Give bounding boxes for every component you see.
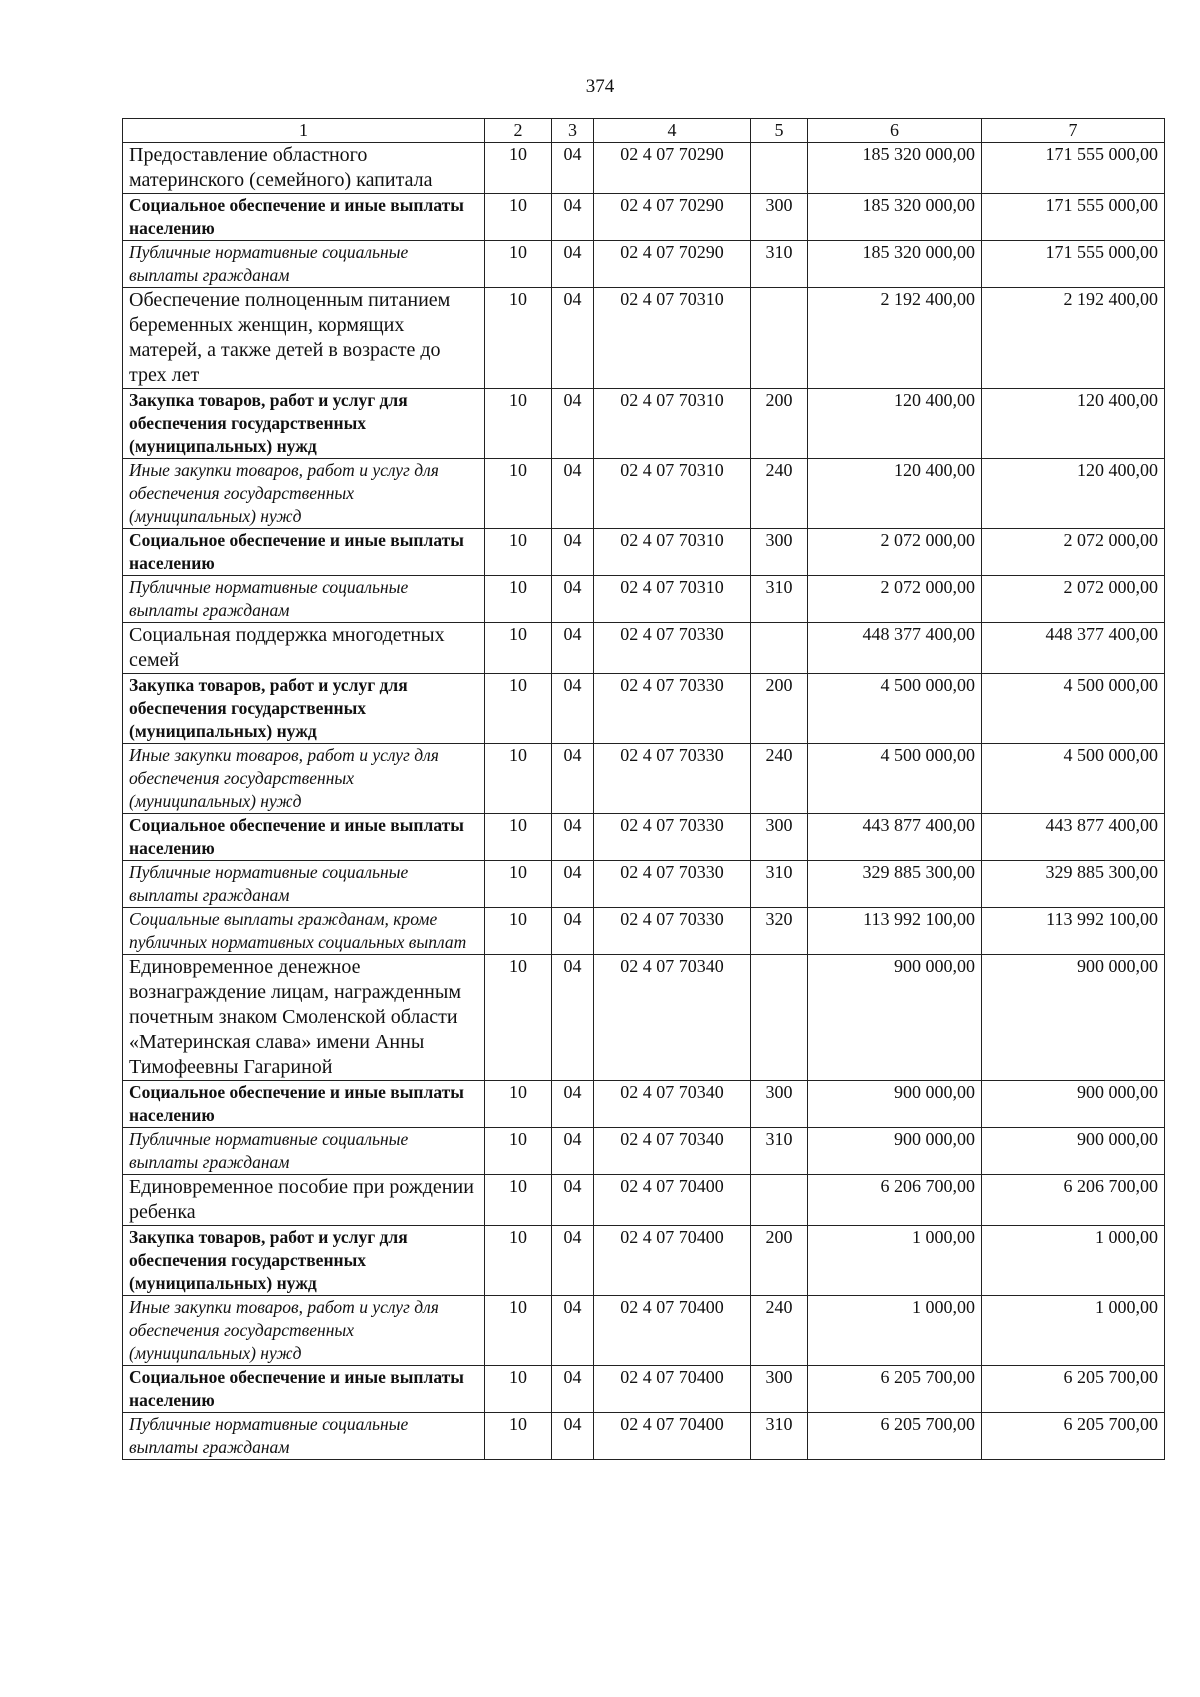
table-row [123,1081,1165,1128]
target-article-cell: 02 4 07 70400 [594,1226,751,1296]
row-name-cell: Социальное обеспечение и иные выплаты населению [123,194,485,241]
expense-type-cell: 240 [751,744,808,814]
section-code-cell: 10 [485,1296,552,1366]
amount-year2-cell: 1 000,00 [982,1296,1165,1366]
amount-year1-cell: 2 072 000,00 [808,576,982,623]
section-code-cell: 10 [485,241,552,288]
target-article-cell: 02 4 07 70330 [594,908,751,955]
table-row [123,814,1165,861]
section-code-cell: 10 [485,1366,552,1413]
table-row [123,744,1165,814]
amount-year1-cell: 185 320 000,00 [808,143,982,194]
row-name-cell: Иные закупки товаров, работ и услуг для обеспечения государственных (муниципальных) нужд [123,459,485,529]
row-name-cell: Социальное обеспечение и иные выплаты населению [123,529,485,576]
row-name-cell: Социальное обеспечение и иные выплаты населению [123,814,485,861]
table-row [123,194,1165,241]
section-code-cell: 10 [485,1081,552,1128]
target-article-cell: 02 4 07 70330 [594,744,751,814]
table-row [123,241,1165,288]
expense-type-cell: 200 [751,389,808,459]
row-name-cell: Социальная поддержка многодетных семей [123,623,485,674]
target-article-cell: 02 4 07 70310 [594,459,751,529]
expense-type-cell [751,1175,808,1226]
row-name-cell: Публичные нормативные социальные выплаты гражданам [123,241,485,288]
section-code-cell: 10 [485,1128,552,1175]
expense-type-cell [751,288,808,389]
amount-year1-cell: 120 400,00 [808,389,982,459]
section-code-cell: 10 [485,1175,552,1226]
row-name-cell: Обеспечение полноценным питанием беременных женщин, кормящих матерей, а также детей в возрасте до трех лет [123,288,485,389]
amount-year1-cell: 6 206 700,00 [808,1175,982,1226]
amount-year2-cell: 4 500 000,00 [982,744,1165,814]
section-code-cell: 10 [485,459,552,529]
amount-year2-cell: 2 192 400,00 [982,288,1165,389]
target-article-cell: 02 4 07 70330 [594,814,751,861]
subsection-code-cell: 04 [552,241,594,288]
column-header: 1 [123,119,485,143]
target-article-cell: 02 4 07 70310 [594,529,751,576]
subsection-code-cell: 04 [552,459,594,529]
table-row [123,1175,1165,1226]
table-row [123,1366,1165,1413]
budget-table [122,118,1165,1460]
expense-type-cell [751,623,808,674]
expense-type-cell [751,955,808,1081]
row-name-cell: Публичные нормативные социальные выплаты гражданам [123,576,485,623]
amount-year2-cell: 171 555 000,00 [982,194,1165,241]
column-header: 7 [982,119,1165,143]
amount-year2-cell: 120 400,00 [982,389,1165,459]
expense-type-cell: 320 [751,908,808,955]
subsection-code-cell: 04 [552,814,594,861]
subsection-code-cell: 04 [552,143,594,194]
amount-year1-cell: 4 500 000,00 [808,744,982,814]
amount-year2-cell: 2 072 000,00 [982,576,1165,623]
expense-type-cell: 310 [751,576,808,623]
section-code-cell: 10 [485,194,552,241]
expense-type-cell: 200 [751,1226,808,1296]
table-row [123,288,1165,389]
subsection-code-cell: 04 [552,1366,594,1413]
amount-year2-cell: 2 072 000,00 [982,529,1165,576]
amount-year1-cell: 2 072 000,00 [808,529,982,576]
section-code-cell: 10 [485,576,552,623]
row-name-cell: Публичные нормативные социальные выплаты гражданам [123,861,485,908]
table-row [123,908,1165,955]
column-header: 2 [485,119,552,143]
expense-type-cell: 300 [751,194,808,241]
amount-year1-cell: 900 000,00 [808,1128,982,1175]
row-name-cell: Социальное обеспечение и иные выплаты населению [123,1366,485,1413]
amount-year2-cell: 171 555 000,00 [982,241,1165,288]
expense-type-cell: 310 [751,1413,808,1460]
target-article-cell: 02 4 07 70290 [594,194,751,241]
section-code-cell: 10 [485,861,552,908]
row-name-cell: Публичные нормативные социальные выплаты гражданам [123,1128,485,1175]
subsection-code-cell: 04 [552,1081,594,1128]
subsection-code-cell: 04 [552,1175,594,1226]
subsection-code-cell: 04 [552,529,594,576]
subsection-code-cell: 04 [552,908,594,955]
section-code-cell: 10 [485,1413,552,1460]
table-row [123,861,1165,908]
amount-year2-cell: 6 205 700,00 [982,1413,1165,1460]
amount-year1-cell: 443 877 400,00 [808,814,982,861]
section-code-cell: 10 [485,908,552,955]
amount-year1-cell: 6 205 700,00 [808,1413,982,1460]
target-article-cell: 02 4 07 70340 [594,1081,751,1128]
target-article-cell: 02 4 07 70330 [594,674,751,744]
table-body [123,143,1165,1460]
table-row [123,459,1165,529]
amount-year1-cell: 120 400,00 [808,459,982,529]
subsection-code-cell: 04 [552,576,594,623]
target-article-cell: 02 4 07 70400 [594,1366,751,1413]
table-row [123,1128,1165,1175]
expense-type-cell: 300 [751,814,808,861]
amount-year1-cell: 6 205 700,00 [808,1366,982,1413]
table-row [123,1296,1165,1366]
amount-year2-cell: 6 205 700,00 [982,1366,1165,1413]
amount-year1-cell: 4 500 000,00 [808,674,982,744]
column-header: 3 [552,119,594,143]
expense-type-cell: 240 [751,459,808,529]
table-row [123,529,1165,576]
expense-type-cell: 240 [751,1296,808,1366]
subsection-code-cell: 04 [552,674,594,744]
subsection-code-cell: 04 [552,1226,594,1296]
target-article-cell: 02 4 07 70340 [594,1128,751,1175]
row-name-cell: Иные закупки товаров, работ и услуг для обеспечения государственных (муниципальных) нужд [123,744,485,814]
section-code-cell: 10 [485,955,552,1081]
table-row [123,576,1165,623]
expense-type-cell [751,143,808,194]
expense-type-cell: 310 [751,241,808,288]
row-name-cell: Иные закупки товаров, работ и услуг для обеспечения государственных (муниципальных) нужд [123,1296,485,1366]
amount-year1-cell: 900 000,00 [808,955,982,1081]
amount-year2-cell: 900 000,00 [982,1128,1165,1175]
row-name-cell: Единовременное денежное вознаграждение лицам, награжденным почетным знаком Смоленской области «Материнская слава» имени Анны Тимофеевны Гагариной [123,955,485,1081]
amount-year1-cell: 900 000,00 [808,1081,982,1128]
amount-year2-cell: 329 885 300,00 [982,861,1165,908]
amount-year2-cell: 4 500 000,00 [982,674,1165,744]
expense-type-cell: 310 [751,1128,808,1175]
target-article-cell: 02 4 07 70400 [594,1296,751,1366]
column-header: 6 [808,119,982,143]
target-article-cell: 02 4 07 70400 [594,1413,751,1460]
amount-year2-cell: 6 206 700,00 [982,1175,1165,1226]
target-article-cell: 02 4 07 70290 [594,241,751,288]
expense-type-cell: 310 [751,861,808,908]
section-code-cell: 10 [485,288,552,389]
table-row [123,674,1165,744]
table-row [123,955,1165,1081]
row-name-cell: Социальные выплаты гражданам, кроме публичных нормативных социальных выплат [123,908,485,955]
amount-year2-cell: 900 000,00 [982,1081,1165,1128]
amount-year1-cell: 329 885 300,00 [808,861,982,908]
expense-type-cell: 300 [751,529,808,576]
row-name-cell: Закупка товаров, работ и услуг для обеспечения государственных (муниципальных) нужд [123,674,485,744]
table-row [123,623,1165,674]
target-article-cell: 02 4 07 70310 [594,389,751,459]
subsection-code-cell: 04 [552,955,594,1081]
row-name-cell: Единовременное пособие при рождении ребенка [123,1175,485,1226]
target-article-cell: 02 4 07 70310 [594,288,751,389]
subsection-code-cell: 04 [552,744,594,814]
section-code-cell: 10 [485,143,552,194]
table-row [123,1226,1165,1296]
subsection-code-cell: 04 [552,1296,594,1366]
column-header: 4 [594,119,751,143]
subsection-code-cell: 04 [552,194,594,241]
amount-year2-cell: 448 377 400,00 [982,623,1165,674]
target-article-cell: 02 4 07 70310 [594,576,751,623]
subsection-code-cell: 04 [552,1413,594,1460]
section-code-cell: 10 [485,674,552,744]
amount-year2-cell: 900 000,00 [982,955,1165,1081]
expense-type-cell: 300 [751,1081,808,1128]
header-row [123,119,1165,143]
row-name-cell: Закупка товаров, работ и услуг для обеспечения государственных (муниципальных) нужд [123,389,485,459]
amount-year1-cell: 185 320 000,00 [808,241,982,288]
amount-year1-cell: 113 992 100,00 [808,908,982,955]
amount-year1-cell: 185 320 000,00 [808,194,982,241]
target-article-cell: 02 4 07 70330 [594,861,751,908]
subsection-code-cell: 04 [552,861,594,908]
table-row [123,143,1165,194]
amount-year1-cell: 448 377 400,00 [808,623,982,674]
target-article-cell: 02 4 07 70290 [594,143,751,194]
amount-year2-cell: 113 992 100,00 [982,908,1165,955]
amount-year1-cell: 2 192 400,00 [808,288,982,389]
section-code-cell: 10 [485,814,552,861]
amount-year1-cell: 1 000,00 [808,1296,982,1366]
table-row [123,389,1165,459]
subsection-code-cell: 04 [552,1128,594,1175]
row-name-cell: Предоставление областного материнского (семейного) капитала [123,143,485,194]
page-number: 374 [585,76,615,97]
amount-year1-cell: 1 000,00 [808,1226,982,1296]
subsection-code-cell: 04 [552,389,594,459]
target-article-cell: 02 4 07 70400 [594,1175,751,1226]
amount-year2-cell: 171 555 000,00 [982,143,1165,194]
section-code-cell: 10 [485,744,552,814]
amount-year2-cell: 443 877 400,00 [982,814,1165,861]
row-name-cell: Закупка товаров, работ и услуг для обеспечения государственных (муниципальных) нужд [123,1226,485,1296]
section-code-cell: 10 [485,623,552,674]
row-name-cell: Публичные нормативные социальные выплаты гражданам [123,1413,485,1460]
expense-type-cell: 300 [751,1366,808,1413]
amount-year2-cell: 1 000,00 [982,1226,1165,1296]
column-header: 5 [751,119,808,143]
expense-type-cell: 200 [751,674,808,744]
subsection-code-cell: 04 [552,288,594,389]
amount-year2-cell: 120 400,00 [982,459,1165,529]
table-row [123,1413,1165,1460]
subsection-code-cell: 04 [552,623,594,674]
target-article-cell: 02 4 07 70330 [594,623,751,674]
section-code-cell: 10 [485,1226,552,1296]
row-name-cell: Социальное обеспечение и иные выплаты населению [123,1081,485,1128]
section-code-cell: 10 [485,529,552,576]
section-code-cell: 10 [485,389,552,459]
target-article-cell: 02 4 07 70340 [594,955,751,1081]
